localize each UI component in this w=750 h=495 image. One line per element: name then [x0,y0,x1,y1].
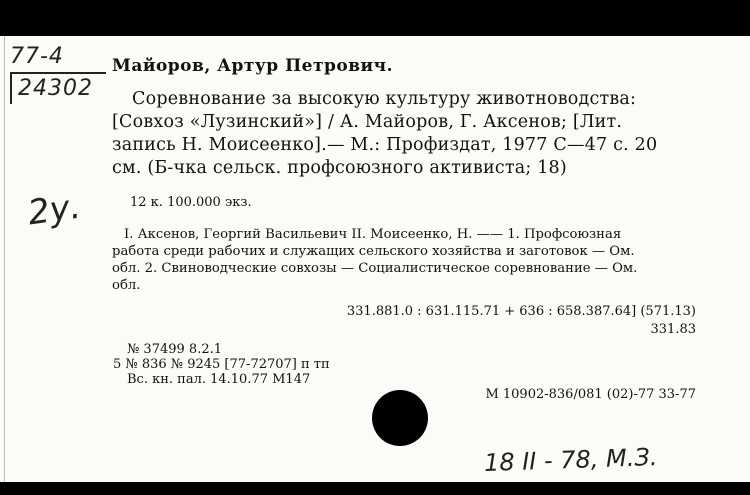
registration-line-3: Вс. кн. пал. 14.10.77 М147 [127,372,311,387]
udc-classification-secondary: 331.83 [650,322,696,337]
punch-hole [372,390,428,446]
author-heading: Майоров, Артур Петрович. [112,56,394,76]
title-line-4: см. (Б-чка сельск. профсоюзного активиста; 18) [112,158,567,178]
tracing-line-3: обл. 2. Свиноводческие совхозы — Социалистическое соревнование — Ом. [112,261,638,276]
handwritten-date-note: 18 II - 78, М.З. [483,442,658,478]
publisher-code: М 10902-836/081 (02)-77 33-77 [485,387,696,402]
title-line-3: запись Н. Моисеенко].— М.: Профиздат, 1977 С—47 с. 20 [112,135,658,155]
card-left-edge [4,36,5,482]
tracing-line-4: обл. [112,278,141,293]
udc-classification: 331.881.0 : 631.115.71 + 636 : 658.387.64] (571.13) [346,304,696,319]
tracings [112,226,702,294]
tracing-line-2: работа среди рабочих и служащих сельского хозяйства и заготовок — Ом. [112,244,635,259]
call-number-bottom: 24302 [18,76,93,101]
tracing-line-1: I. Аксенов, Георгий Васильевич II. Моисеенко, Н. —— 1. Профсоюзная [124,227,622,242]
title-statement [112,88,700,180]
title-line-1: Соревнование за высокую культуру животноводства: [132,89,637,109]
registration-line-1: № 37499 8.2.1 [127,342,222,357]
registration-block [113,342,330,387]
title-line-2: [Совхоз «Лузинский»] / А. Майоров, Г. Аксенов; [Лит. [112,112,623,132]
registration-line-2: 5 № 836 № 9245 [77-72707] п тп [113,357,330,372]
handwritten-side-mark: 2у. [25,186,84,234]
scan-bottom-border [0,482,750,495]
call-number-top: 77-4 [10,44,64,69]
call-number-underline [10,72,106,74]
call-number-bracket [10,74,12,104]
price-and-print-run: 12 к. 100.000 экз. [130,195,252,210]
